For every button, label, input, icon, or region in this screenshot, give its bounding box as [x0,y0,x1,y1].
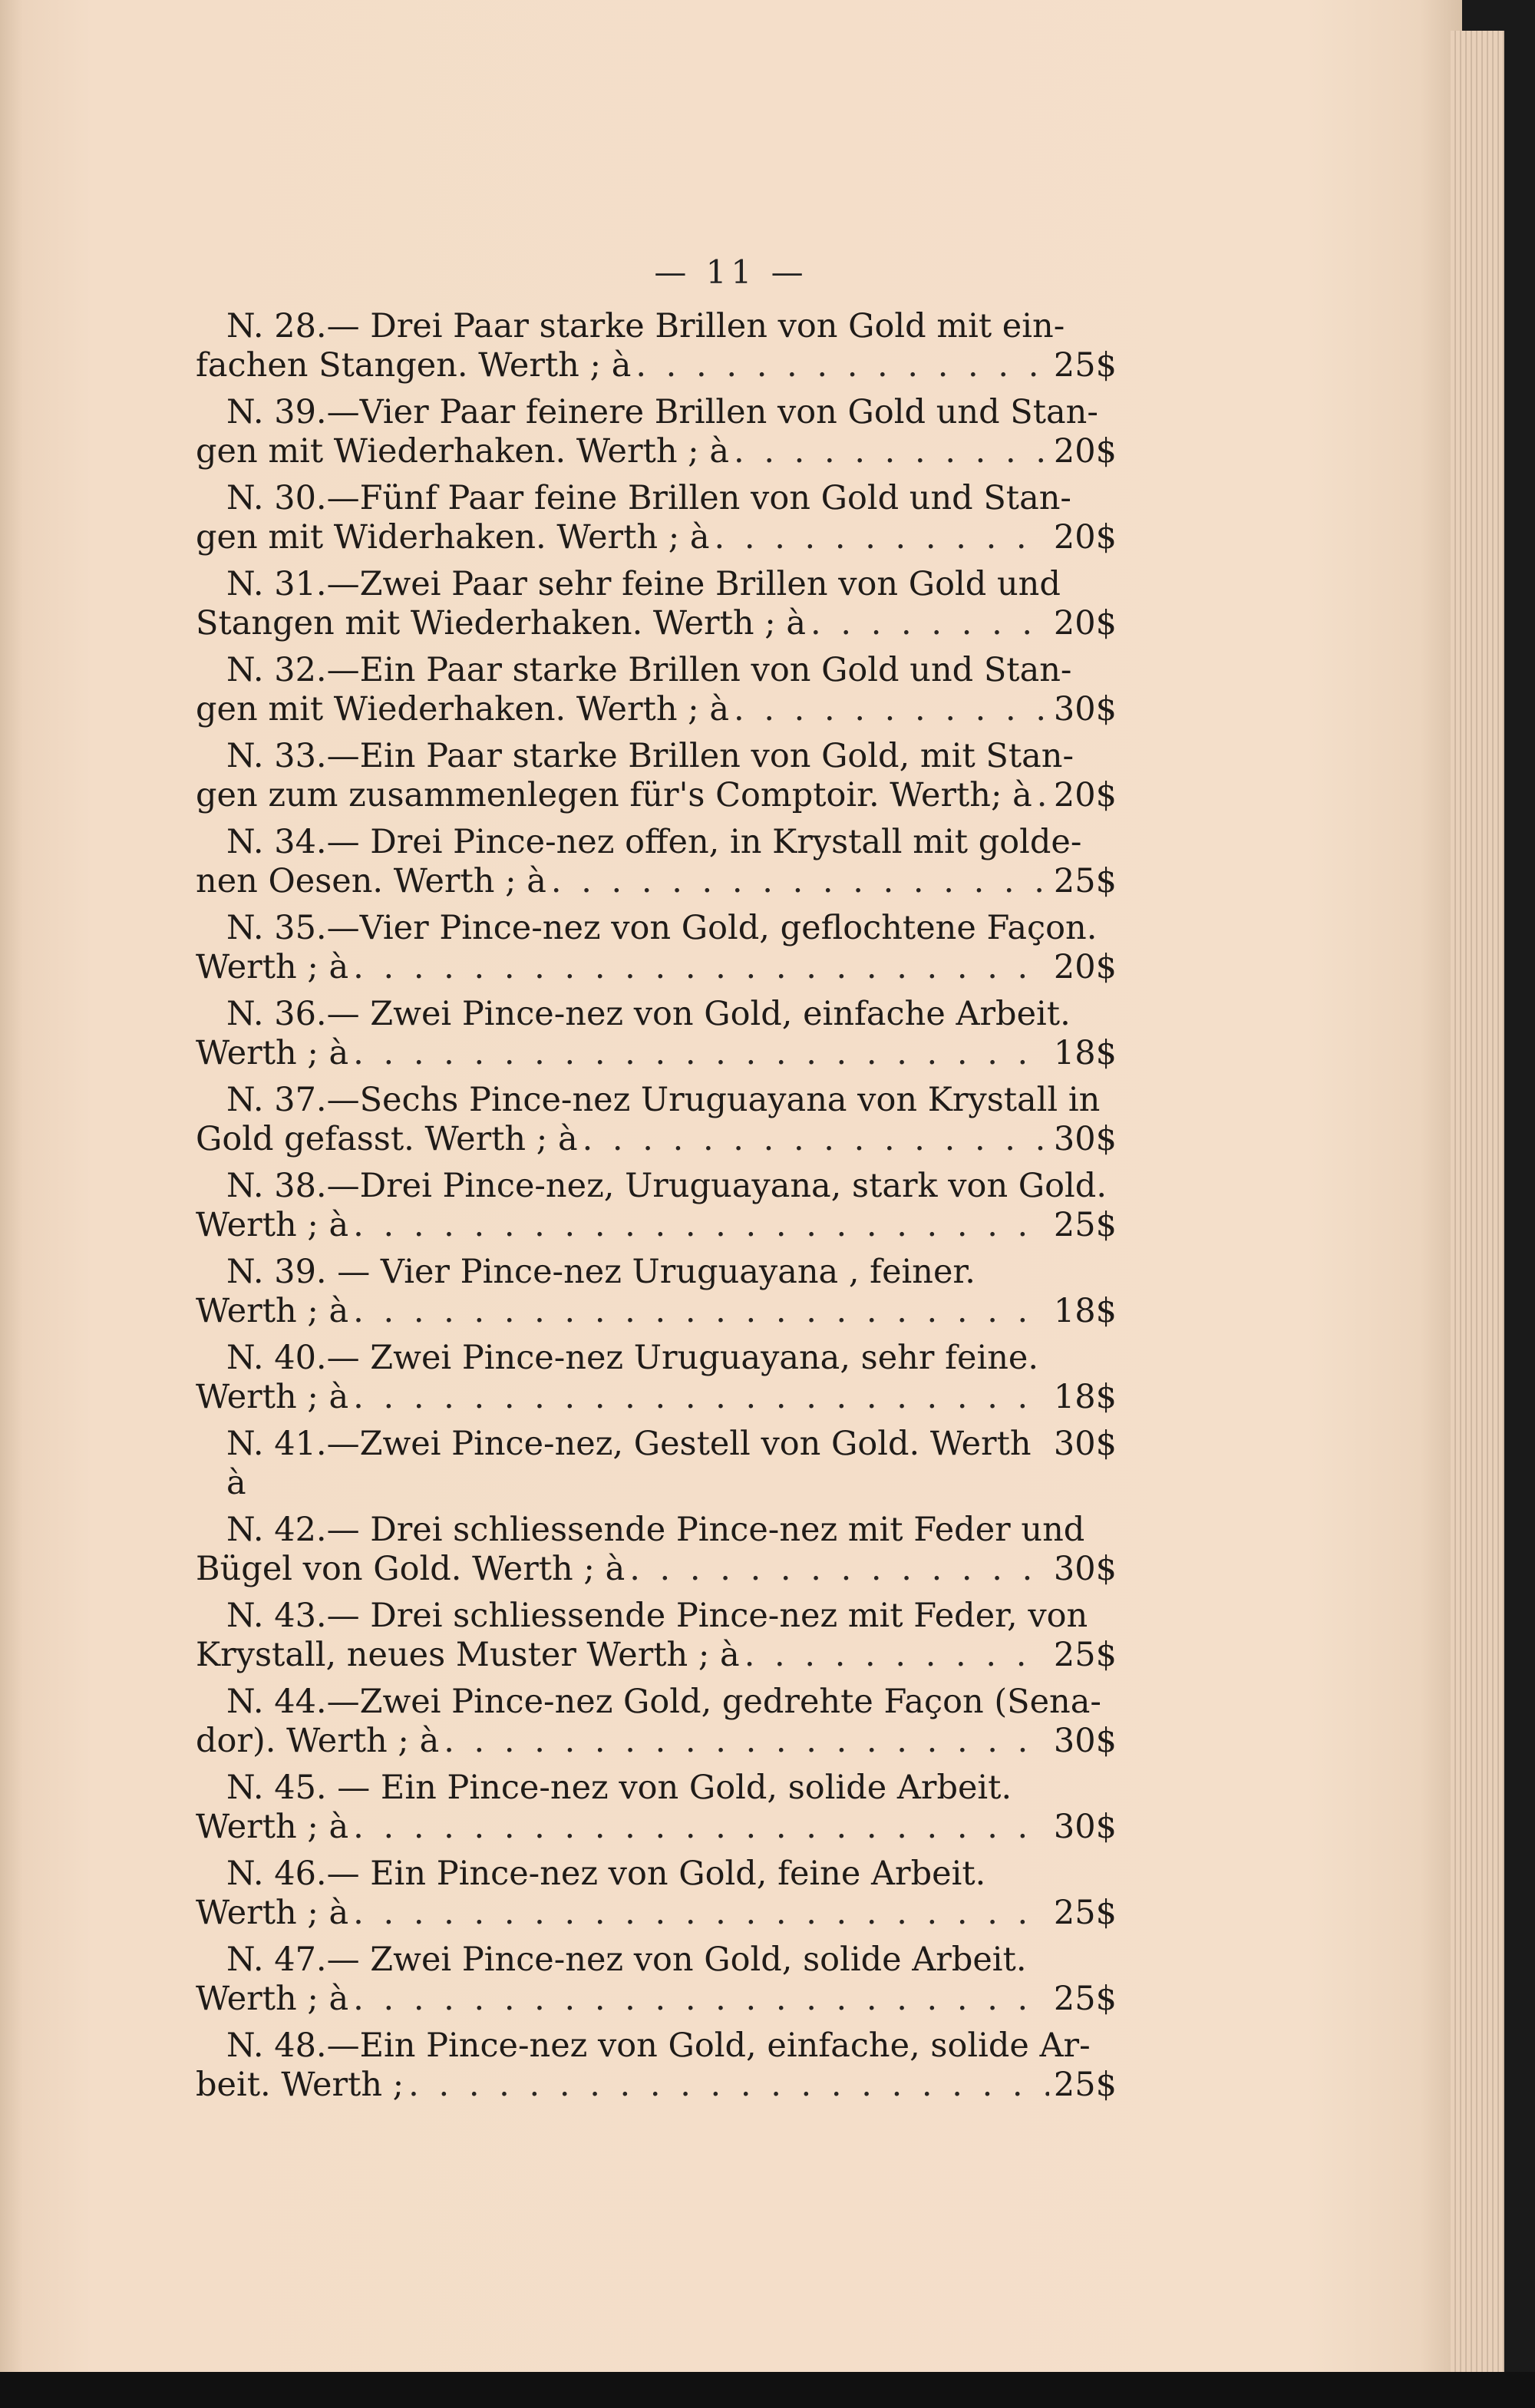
list-entry [196,995,1117,1073]
entry-price: 25$ [1053,1894,1117,1932]
list-entry [196,1855,1117,1933]
dot-leader [353,1980,1049,2019]
dot-leader [734,690,1049,729]
list-entry [196,651,1117,729]
entry-price: 25$ [1053,1206,1117,1244]
entry-description: Werth ; à [196,1034,349,1072]
entry-price: 18$ [1053,1034,1117,1072]
entry-price-line [196,604,1117,643]
list-entry [196,393,1117,471]
entry-first-line: N. 35.—Vier Pince-nez von Gold, geflochtene Façon. [226,909,1098,947]
entry-description: gen mit Wiederhaken. Werth ; à [196,690,729,728]
entry-price-line [196,346,1117,385]
entry-price-line [196,690,1117,729]
entry-description: gen mit Wiederhaken. Werth ; à [196,432,729,471]
dot-leader [353,1206,1049,1245]
list-entry [196,479,1117,557]
entry-description: Bügel von Gold. Werth ; à [196,1550,626,1588]
entry-first-line: N. 39. — Vier Pince-nez Uruguayana , feiner. [226,1253,975,1291]
entry-description: Werth ; à [196,1292,349,1330]
entry-first-line: N. 44.—Zwei Pince-nez Gold, gedrehte Façon (Sena- [226,1683,1101,1721]
entry-first-line: N. 42.— Drei schliessende Pince-nez mit Feder und [226,1511,1085,1549]
dot-leader [629,1550,1049,1589]
dot-leader [408,2066,1049,2105]
entry-price-line [196,948,1117,987]
entry-price: 30$ [1053,690,1117,728]
entry-first-line: N. 34.— Drei Pince-nez offen, in Krystall mit golde- [226,823,1082,861]
entry-price: 25$ [1053,1980,1117,2018]
dot-leader [1037,776,1049,815]
list-entry [196,823,1117,901]
list-entry [196,909,1117,987]
entry-description: Werth ; à [196,1378,349,1416]
entry-price-line [196,1550,1117,1589]
entry-first-line: N. 37.—Sechs Pince-nez Uruguayana von Krystall in [226,1081,1101,1119]
list-entry [196,565,1117,643]
entry-first-line: N. 46.— Ein Pince-nez von Gold, feine Arbeit. [226,1855,986,1893]
dot-leader [353,1808,1049,1847]
dot-leader [734,432,1049,471]
entry-price-line [196,862,1117,901]
dot-leader [353,1378,1049,1417]
list-entry [196,737,1117,815]
dot-leader [810,604,1049,643]
entry-first-line: N. 33.—Ein Paar starke Brillen von Gold, mit Stan- [226,737,1074,775]
list-entry [196,1081,1117,1159]
entry-price: 20$ [1053,518,1117,557]
list-entry [196,1683,1117,1761]
entry-price-line [196,518,1117,557]
entry-price: 30$ [1053,1808,1117,1846]
entry-price: 30$ [1053,1120,1117,1158]
entry-price-line [196,432,1117,471]
entry-first-line: N. 45. — Ein Pince-nez von Gold, solide Arbeit. [226,1769,1012,1807]
entry-price-line [196,1425,1117,1503]
list-entry [196,1769,1117,1847]
dot-leader [715,518,1049,557]
entry-price: 25$ [1053,2066,1117,2104]
entry-price: 30$ [1053,1722,1117,1760]
dot-leader [551,862,1049,901]
entry-price: 25$ [1053,1636,1117,1674]
price-list [196,307,1117,2112]
entry-description: Werth ; à [196,1808,349,1846]
list-entry [196,2026,1117,2105]
dot-leader [353,1034,1049,1073]
entry-description: Werth ; à [196,1980,349,2018]
entry-first-line: N. 40.— Zwei Pince-nez Uruguayana, sehr feine. [226,1339,1039,1377]
entry-price-line [196,1980,1117,2019]
entry-description: Werth ; à [196,948,349,986]
entry-description: gen mit Widerhaken. Werth ; à [196,518,710,557]
entry-first-line: N. 28.— Drei Paar starke Brillen von Gold mit ein- [226,307,1065,345]
entry-description: gen zum zusammenlegen für's Comptoir. Werth; à [196,776,1032,814]
entry-price: 18$ [1053,1378,1117,1416]
entry-first-line: N. 39.—Vier Paar feinere Brillen von Gold und Stan- [226,393,1098,431]
entry-price: 30$ [1053,1550,1117,1588]
entry-description: Stangen mit Wiederhaken. Werth ; à [196,604,807,642]
entry-price-line [196,1636,1117,1675]
entry-description: Werth ; à [196,1894,349,1932]
entry-price: 25$ [1053,346,1117,385]
entry-price-line [196,1034,1117,1073]
entry-description: nen Oesen. Werth ; à [196,862,546,900]
list-entry [196,1597,1117,1675]
entry-price-line [196,1378,1117,1417]
entry-price-line [196,1808,1117,1847]
page-edges [1451,31,1504,2372]
entry-price-line [196,1894,1117,1933]
entry-price-line [196,1120,1117,1159]
page-number: — 11 — [654,253,808,291]
entry-first-line: N. 32.—Ein Paar starke Brillen von Gold und Stan- [226,651,1072,689]
scan-bottom-border [0,2372,1535,2408]
entry-price: 20$ [1053,604,1117,642]
entry-description: Werth ; à [196,1206,349,1244]
entry-price: 20$ [1053,776,1117,814]
list-entry [196,1167,1117,1245]
list-entry [196,1339,1117,1417]
list-entry [196,1253,1117,1331]
dot-leader [353,1894,1049,1933]
entry-first-line: N. 48.—Ein Pince-nez von Gold, einfache, solide Ar- [226,2026,1091,2065]
entry-price: 20$ [1053,432,1117,471]
entry-first-line: N. 43.— Drei schliessende Pince-nez mit Feder, von [226,1597,1088,1635]
dot-leader [744,1636,1049,1675]
entry-price-line [196,1292,1117,1331]
entry-description: Gold gefasst. Werth ; à [196,1120,578,1158]
list-entry [196,1511,1117,1589]
entry-first-line: N. 36.— Zwei Pince-nez von Gold, einfache Arbeit. [226,995,1071,1033]
entry-price: 25$ [1053,862,1117,900]
entry-first-line: N. 30.—Fünf Paar feine Brillen von Gold und Stan- [226,479,1071,517]
entry-price: 18$ [1053,1292,1117,1330]
entry-first-line: N. 31.—Zwei Paar sehr feine Brillen von Gold und [226,565,1061,603]
entry-description: fachen Stangen. Werth ; à [196,346,632,385]
entry-description: dor). Werth ; à [196,1722,440,1760]
entry-first-line: N. 38.—Drei Pince-nez, Uruguayana, stark von Gold. [226,1167,1107,1205]
entry-first-line: N. 47.— Zwei Pince-nez von Gold, solide Arbeit. [226,1941,1027,1979]
dot-leader [444,1722,1049,1761]
entry-price: 20$ [1053,948,1117,986]
list-entry [196,1425,1117,1503]
entry-price-line [196,2066,1117,2105]
entry-price-line [196,776,1117,815]
dot-leader [353,1292,1049,1331]
dot-leader [583,1120,1049,1159]
entry-description: N. 41.—Zwei Pince-nez, Gestell von Gold. Werth à [226,1425,1032,1502]
entry-description: beit. Werth ; [196,2066,404,2104]
entry-price-line [196,1722,1117,1761]
entry-price-line [196,1206,1117,1245]
dot-leader [353,948,1049,987]
list-entry [196,1941,1117,2019]
list-entry [196,307,1117,385]
dot-leader [635,346,1049,385]
entry-description: Krystall, neues Muster Werth ; à [196,1636,740,1674]
entry-price: 30$ [1053,1425,1117,1463]
